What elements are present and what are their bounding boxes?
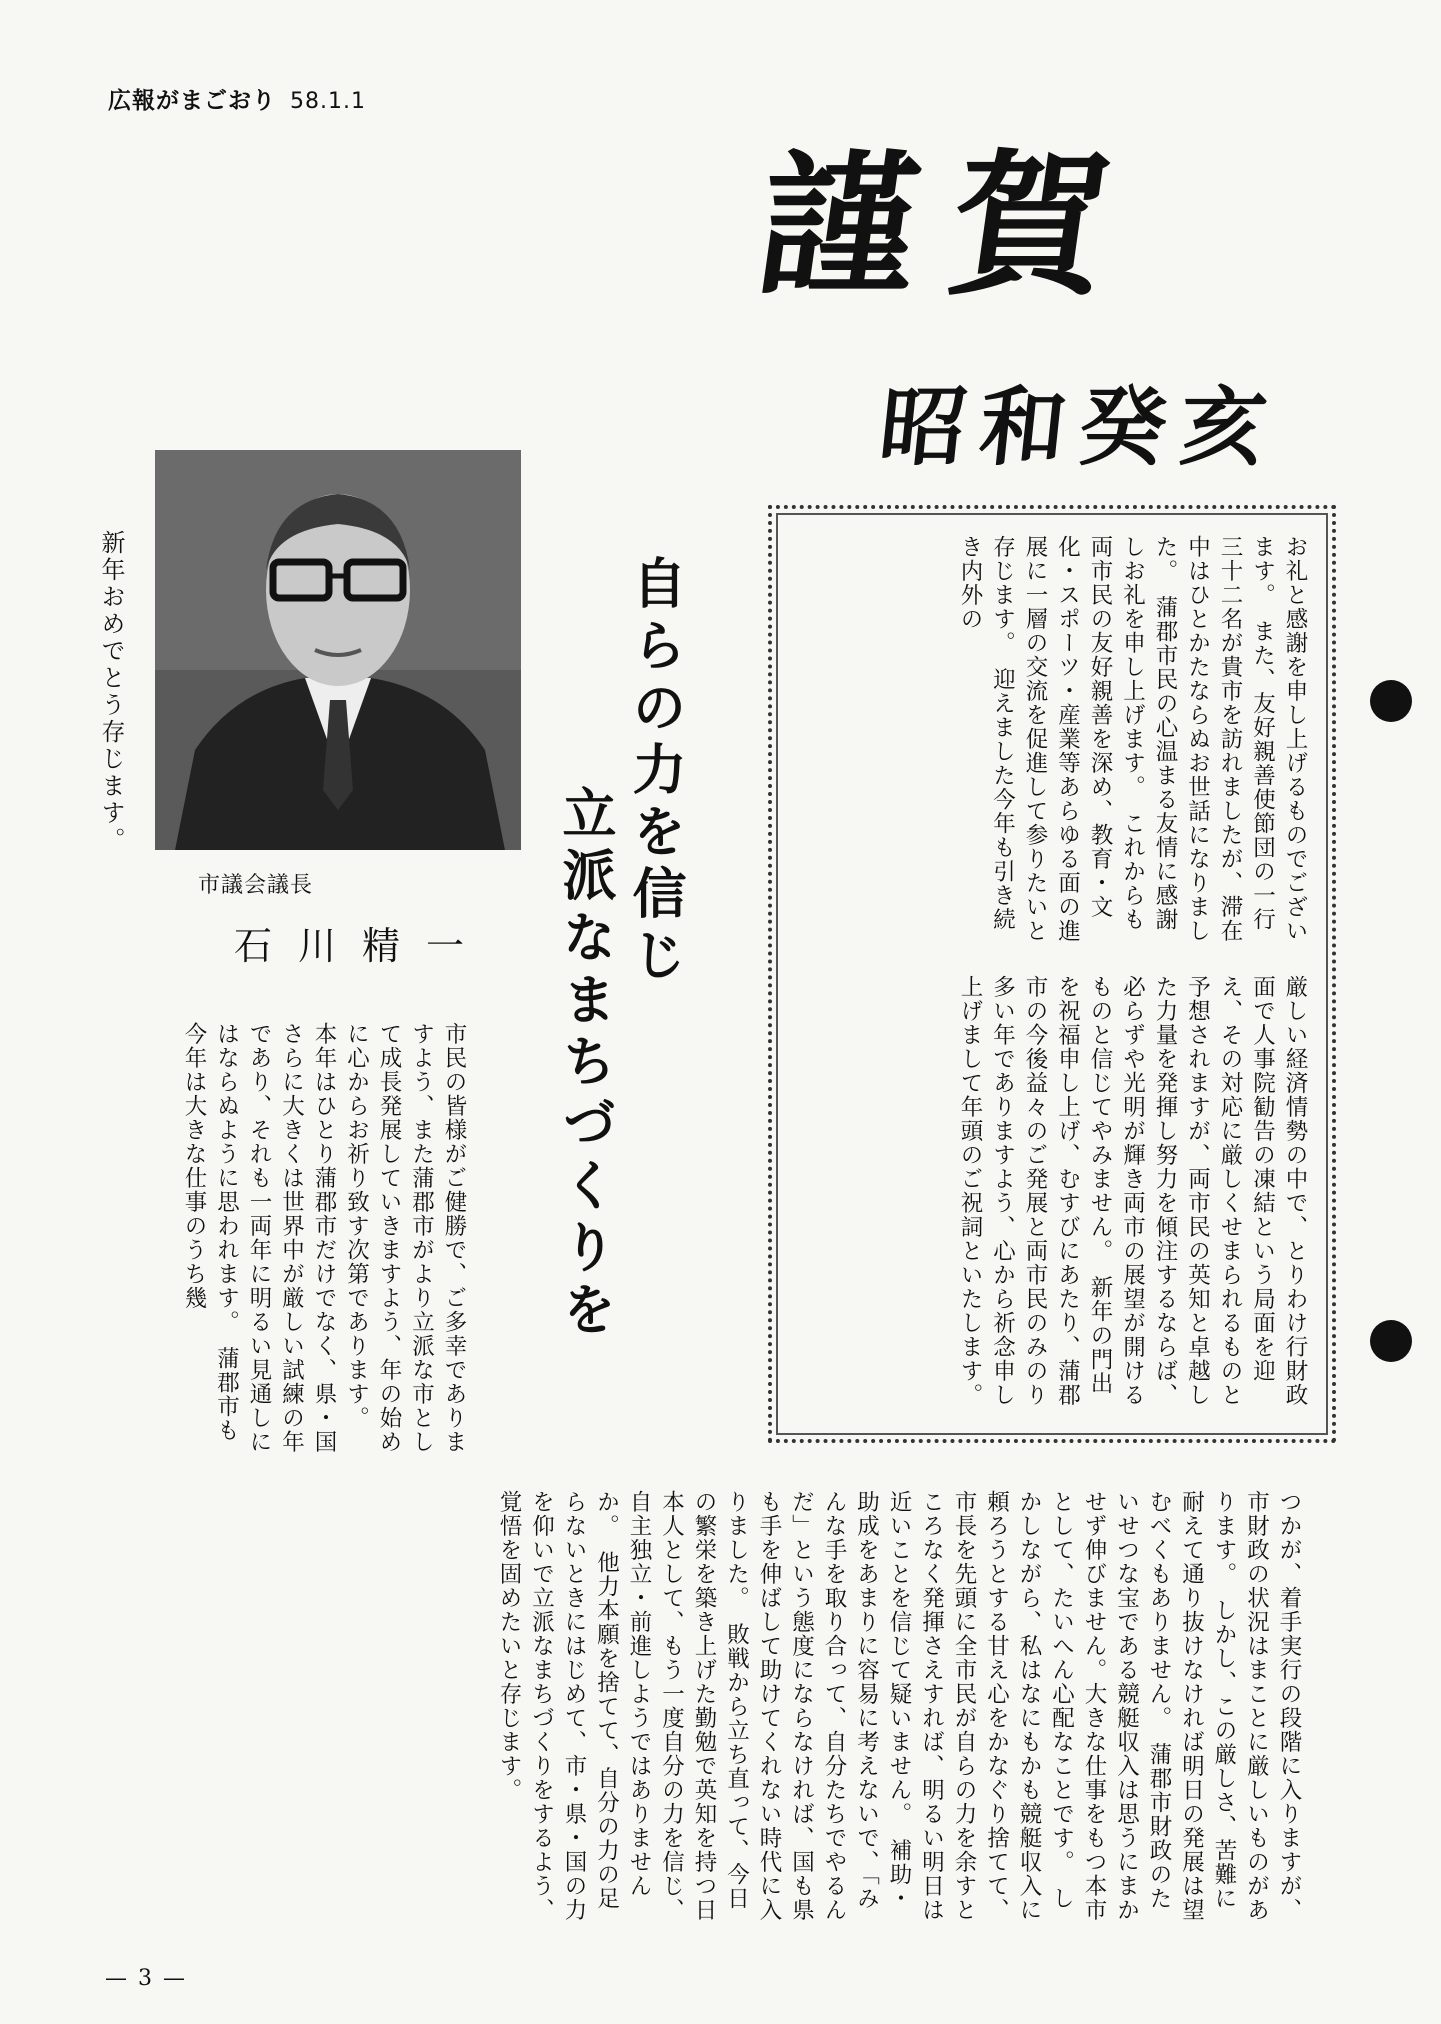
portrait-photo-image [155,450,521,850]
masthead [108,82,366,115]
greeting-caption: 新年おめでとう存じます。 [97,530,125,854]
headline-line-2: 立派なまちづくりを [554,785,618,1343]
body-text-left-upper: 市民の皆様がご健勝で、ご多幸でありますよう、また蒲郡市がより立派な市として成長発展していきますよう、年の始めに心からお祈り致す次第であります。 本年はひとり蒲郡市だけでなく、県・国さらに大きくは世界中が厳しい試練の年であり、それも一両年に明るい見通しにはならぬように思われます。 蒲郡市も今年は大きな仕事のうち幾 [181,1022,467,1454]
page-title: 謹賀 [747,134,1157,317]
headline-line-1: 自らの力を信じ [624,555,688,989]
issue-date: 58.1.1 [290,89,366,114]
era-title: 昭和癸亥 [874,377,1286,478]
body-text-bottom: つかが、着手実行の段階に入りますが、市財政の状況はまことに厳しいものがあります。 しかし、この厳しさ、苦難に耐えて通り抜けなければ明日の発展は望むべくもありません。 蒲郡市財政のたいせつな宝である競艇収入は思うにまかせず伸びません。大きな仕事をもつ本市として、たいへん心配なことです。 しかしながら、私はなにもかも競艇収入に頼ろうとする甘え心をかなぐり捨てて、市長を先頭に全市民が自らの力を余すところなく発揮さえすれば、明るい明日は近いことを信じて疑いません。 補助・助成をあまりに容易に考えないで、「みんな手を取り合って、自分たちでやるんだ」という態度にならなければ、国も県も手を伸ばして助けてくれない時代に入りました。 敗戦から立ち直って、今日の繁栄を築き上げた勤勉で英知を持つ日本人として、もう一度自分の力を信じ、自主独立・前進しようではありませんか。 他力本願を捨てて、自分の力の足らないときにはじめて、市・県・国の力を仰いで立派なまちづくりをするよう、覚悟を固めたいと存じます。 [496,1490,1302,1922]
author-role: 市議会議長 [198,873,314,898]
author-name: 石川精一 [234,924,491,968]
page-number: — 3 — [105,1966,187,1991]
publication-name: 広報がまごおり [108,88,276,114]
binding-hole-marker-lower [1370,1320,1412,1362]
binding-hole-marker-upper [1370,680,1412,722]
body-text-right-upper: お礼と感謝を申し上げるものでございます。 また、友好親善使節団の一行三十二名が貴市を訪れましたが、滞在中はひとかたならぬお世話になりました。 蒲郡市民の心温まる友情に感謝しお礼を申し上げます。 これからも両市民の友好親善を深め、教育・文化・スポーツ・産業等あらゆる面の進展に一層の交流を促進して参りたいと存じます。 迎えました今年も引き続き内外の [957,535,1308,943]
body-text-right-lower: 厳しい経済情勢の中で、とりわけ行財政面で人事院勧告の凍結という局面を迎え、その対応に厳しくせまられるものと予想されますが、両市民の英知と卓越した力量を発揮し努力を傾注するならば、必らずや光明が輝き両市の展望が開けるものと信じてやみません。 新年の門出を祝福申し上げ、むすびにあたり、蒲郡市の今後益々のご発展と両市民のみのり多い年でありますよう、心から祈念申し上げまして年頭のご祝詞といたします。 [957,975,1308,1407]
author-portrait [155,450,521,850]
